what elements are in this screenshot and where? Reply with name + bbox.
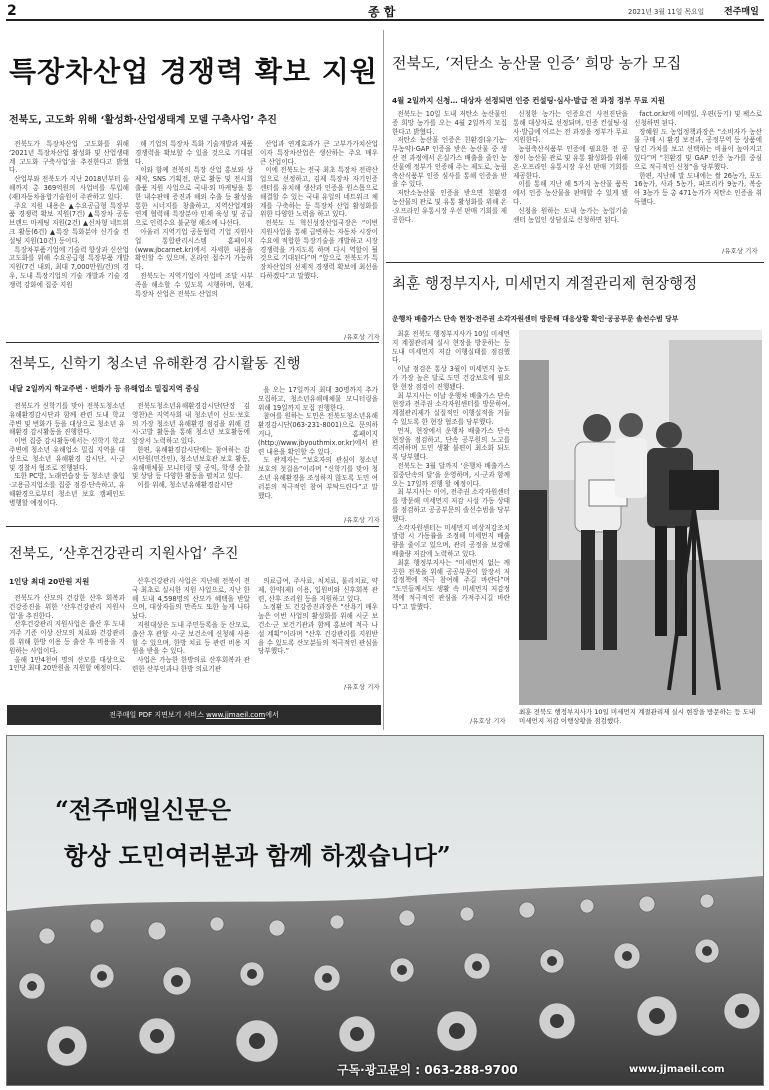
paragraph: 장혜원 도 농업정책과장은 “소비자가 농산물 구매 시 환경 보전과, 공정무역 등 상품에 담긴 가치를 보고 선택하는 비율이 높아지고 있다”며 “친환경 및 GAP 인증 농가를 중심으로 적극적인 신청”을 당부했다. xyxy=(634,127,762,171)
paragraph: 이날 점검은 통상 3월이 미세먼지 농도가 가장 높은 달로 도민 건강보호에 필요한 현장 점검이 진행됐다. xyxy=(392,365,510,391)
article4-column-1 xyxy=(9,402,125,522)
ad-contact: 구독·광고문의 : 063-288-9700 xyxy=(337,1063,518,1077)
paragraph: 저탄소농산물 인증을 받으면 친환경 농산물의 관로 및 유통 활성화를 위해 온·오프라인 유통시장 우선 판매 기회를 제공한다. xyxy=(392,189,507,224)
ad-url[interactable]: www.jjmaeil.com xyxy=(629,1064,725,1075)
paragraph: 전북도청소년유해환경감시단(단장 김영찬)은 지역사회 내 청소년이 신도·보호의 가장 청소년 유해환경 점검을 위해 감시·고발 활동을 통해 청소년 보호활동에 앞장서 노력하고 있다. xyxy=(132,402,250,446)
paragraph: 산후건강관리 지원사업은 출산 후 도내 거주 기준 이상 산모의 치료와 건강관리를 위해 한방 이용 등 출산 후 비용을 지원하는 사업이다. xyxy=(9,620,125,655)
article5-column-1 xyxy=(9,594,125,684)
paragraph: 을 오는 17일까지 최대 30명까지 추가 모집하고, 청소년유해매체물 모니터링을 위해 19일까지 모집 진행한다. xyxy=(258,386,378,412)
paragraph: 농림축산식품부 인증에 필요한 전 공정이 농산물 관로 및 유통 활성화를 위해 온·오프라인 유통시장 우선 판매 기회를 제공한다. xyxy=(513,145,628,180)
article1-subhead: 전북도, 고도화 위해 ‘활성화·산업생태계 모델 구축사업’ 추진 xyxy=(9,115,277,126)
paragraph: 이번 집중 감시활동에서는 신학기 학교주변에 청소년 유해업소 밀집 지역을 대상으로 청소년 유해환경 감시단, 시·군 및 경찰서 협조로 진행된다. xyxy=(9,437,125,472)
paragraph: 해 기업의 특장차 특화 기술개발과 제품경쟁력을 확보할 수 있을 것으로 기대된다. xyxy=(135,140,253,166)
paragraph: 최훈 전북도 행정부지사가 10일 미세먼지 계절관리제 실시 현장을 방문하는 등 도내 미세먼지 저감 이행실태를 점검했다. xyxy=(392,330,510,365)
paragraph: 전북도가 특장차산업 고도화를 위해 ‘2021년 특장차산업 활성화 및 산업생태계 고도화 구축사업’을 추진한다고 밝혔다. xyxy=(9,140,129,175)
article1-column-3 xyxy=(260,140,378,336)
article5-headline: 전북도, ‘산후건강관리 지원사업’ 추진 xyxy=(9,546,239,562)
article4-column-2 xyxy=(132,402,250,522)
paragraph: 전북도가 산모의 건강한 산후 회복과 건강증진을 위한 ‘산후건강관리 지원사업’을 추진한다. xyxy=(9,594,125,620)
paragraph: 참여를 원하는 도민은 전북도청소년유해환경감시단(063-231-8001)으로 문의하거나, 홈페이지(http://www.jbyouthmix.or.kr)에서 관련 내용을 확인할 수 있다. xyxy=(258,412,378,456)
paragraph: 먼저, 현장에서 운행차 배출가스 단속 현장을 점검하고, 단속 공무원의 노고를 격려하며 도민 생활 불편이 최소화 되도록 당부했다. xyxy=(392,426,510,462)
paragraph: 소각자원센터는 미세먼지 비상저감조치 발령 시 가동률을 조정해 미세먼지 배출량을 줄이고 있으며, 관리 공정을 보강해 배출량 저감에 노력하고 있다. xyxy=(392,523,510,558)
pdf-banner-text: 전주매일 PDF 지면보기 서비스 xyxy=(109,711,207,719)
paragraph: 신청을 원하는 도내 농가는 농업기술센터 농업인 상담실로 신청하면 된다. xyxy=(513,206,628,224)
paragraph: fact.or.kr에 이메일, 우편(등기) 및 팩스로 신청하면 된다. xyxy=(634,110,762,127)
pdf-banner xyxy=(7,705,381,725)
issue-date: 2021년 3월 11일 목요일 xyxy=(628,8,705,16)
section-label: 종 합 xyxy=(368,5,396,19)
article4-headline: 전북도, 신학기 청소년 유해환경 감시활동 진행 xyxy=(9,356,301,372)
paragraph: 이에 전북도는 전국 최초 특장차 전략산업으로 선정하고, 김제 특장차 자기인증센터를 유치해 생산과 인증을 원스톱으로 해결할 수 있는 국내 유일의 네트워크 체계를 구축하는 등 특장차 산업 활성화를 위한 다양한 노력을 하고 있다. xyxy=(260,166,378,219)
paragraph: 올해 1만4천여 명의 산모를 대상으로 1인당 최대 20만원을 지원할 예정이다. xyxy=(9,655,125,673)
paragraph: 주요 지원 내용은 ▲수요공급형 특장부품 경쟁력 확보 지원(7건) ▲특장차 공동브랜드 마케팅 지원(2건) ▲신차형 네트워크 활동(6건) ▲특장 특화분야 신기술 컨설팅 지원(10건) 등이다. xyxy=(9,201,129,245)
article1-column-1 xyxy=(9,140,129,340)
paragraph: 사업은 가능한 한방의료 산후회복과 관련한 산부인과나 한방 의료기관 xyxy=(132,656,250,673)
article2-subhead: 4월 2일까지 신청… 대상자 선정되면 인증 컨설팅·심사·발급 전 과정 정부 무료 지원 xyxy=(392,96,665,105)
paragraph: 산업부와 전북도가 지난 2018년부터 올해까지 총 369억원의 사업비를 투입해 (재)자동차융합기술원이 주관하고 있다. xyxy=(9,175,129,201)
paragraph: 또한 PC방, 노래연습장 등 청소년 출입·고용금지업소를 집중 점검·단속하고, 유해환경으로부터 청소년 보호 캠페인도 병행할 예정이다. xyxy=(9,472,125,507)
article5-column-3 xyxy=(258,577,378,681)
paragraph: 최 부지사는 이어, 전주권 소각자원센터를 방문해 미세먼지 저감 시설 가동 상태를 점검하고 공공부문의 솔선수범을 당부했다. xyxy=(392,488,510,523)
paragraph: 도 관계자는 “보호자의 관심이 청소년 보호의 첫걸음”이라며 “신학기를 맞아 청소년 유해환경을 조성하지 않도록 도민 여러분의 적극적인 참여 부탁드린다”고 말했다. xyxy=(258,456,378,500)
article1-byline: /유호상 기자 xyxy=(344,333,380,341)
article3-column xyxy=(392,330,510,712)
paragraph: 전북도가 신학기를 맞아 전북도청소년유해환경감시단과 함께 관련 도내 학교주변 및 번화가 등을 대상으로 청소년 유해환경 감시활동을 진행한다. xyxy=(9,402,125,437)
article2-column-1 xyxy=(392,110,507,258)
pdf-banner-suffix: 에서 xyxy=(265,711,279,719)
paragraph: 의료급여, 주사료, 처치료, 물리치료, 약제, 한약(제) 이용, 입원비와 신후회복 관련, 산후 조리원 등을 지원하고 있다. xyxy=(258,577,378,603)
paragraph: 신청한 농가는 인증요건 사전진단을 통해 대상자로 선정되며, 인증 컨설팅·심사·발급에 이르는 전 과정을 정부가 무료 지원한다. xyxy=(513,110,628,145)
paragraph: 지원대상은 도내 주민등록을 둔 산모로, 출산 후 관할 시·군 보건소에 신청해 사용할 수 있으며, 한방 치료 등 관련 비용 지원을 받을 수 있다. xyxy=(132,620,250,656)
article4-subhead: 내달 2일까지 학교주변 · 번화가 등 유해업소 밀집지역 중심 xyxy=(9,384,200,393)
paragraph: 전북도는 10일 도내 저탄소 농산물인증 희망 농가를 오는 4월 2일까지 모집한다고 밝혔다. xyxy=(392,110,507,136)
paragraph: 이를 위해, 청소년유해환경감시단 xyxy=(137,481,233,490)
paragraph: 이를 통해 지난 해 5가지 농산물 품목에서 인증 농산물을 판매할 수 있게 됐다. xyxy=(513,180,628,206)
article5-byline: /유호상 기자 xyxy=(344,683,380,691)
paragraph: 최 부지사는 이날 운행차 배출가스 단속 현장과 전주권 소각자원센터를 방문하여, 계절관리제가 실질적인 이행실적을 거둘 수 있도록 한 현장 협조를 당부했다. xyxy=(392,391,510,426)
article2-column-3 xyxy=(634,110,762,250)
ad-headline-line2: 항상 도민여러분과 함께 하겠습니다” xyxy=(64,841,451,870)
article4-byline: /유호상 기자 xyxy=(344,516,380,524)
paragraph: 산업과 연계효과가 큰 고부가가치산업이자 특장차산업은 생산하는 주요 매우 큰 산업이다. xyxy=(260,140,378,166)
photo-caption: 최훈 전북도 행정부지사가 10일 미세먼지 계절관리제 실시 현장을 방문하는 등 도내 미세먼지 저감 이행상황을 점검했다. xyxy=(519,708,756,725)
article2-column-2 xyxy=(513,110,628,258)
paragraph: 최훈 행정부지사는 “미세먼지 없는 깨끗한 전북을 위해 공공부문이 앞장서 저감정책에 적극 참여해 주길 바란다”며 “도민들께서도 생활 속 미세먼지 저감정책에 적극적인 관심을 가져주시길 바란다”고 말했다. xyxy=(392,558,510,611)
article2-byline: /유호상 기자 xyxy=(722,247,758,255)
paper-name: 전주매일 xyxy=(724,7,759,17)
paragraph: 전북도는 지역기업이 사업비 조달 시부족을 해소할 수 있도록 시행하며, 현재, 특장차 산업은 전북도 산업의 xyxy=(135,271,253,298)
paragraph: 아울러 지역기업 공동협력 기업 지원사업 통합관리시스템 홈페이지(www.jbcarnet.kr)에서 자세한 내용을 확인할 수 있으며, 온라인 접수가 가능하다. xyxy=(135,227,253,272)
paragraph: 전북도 도 혁신성장산업국장은 “이번 지원사업을 통해 급변하는 자동차 시장이 수요에 적합한 특장기술을 개발하고 시장경쟁력을 가지도록 하며 다시 역할이 될 것으로 기대된다”며 “앞으로 전북도가 특장차산업의 선제적 경쟁력 확보에 최선을 다하겠다”고 말했다. xyxy=(260,219,378,280)
article3-byline: /유호상 기자 xyxy=(470,717,506,725)
paragraph: 한편, 유해환경감시단에는 참여하는 감시단원(민간인), 청소년보호관 보호 활동, 유해매체물 모니터링 및 공익, 학생 순찰 및 상담 등 다양한 활동을 펼치고 있다. xyxy=(132,445,250,481)
article5-column-2 xyxy=(132,577,250,689)
article3-headline: 최훈 행정부지사, 미세먼지 계절관리제 현장행정 xyxy=(392,275,698,292)
paragraph: 전북도는 3월 달까지 ‘운행차 배출가스 집중단속의 달’을 운영하며, 시·군과 함께 오는 17일까 진행 할 예정이다. xyxy=(392,461,510,488)
pdf-banner-link[interactable]: www.jjmaeil.com xyxy=(206,711,266,719)
article5-subhead: 1인당 최대 20만원 지원 xyxy=(9,577,90,586)
article1-headline: 특장차산업 경쟁력 확보 지원 xyxy=(9,55,378,88)
press-photo xyxy=(519,330,762,705)
article2-headline: 전북도, ‘저탄소 농산물 인증’ 희망 농가 모집 xyxy=(392,54,682,72)
advertisement xyxy=(6,735,764,1086)
article1-column-2 xyxy=(135,140,253,340)
page-number: 2 xyxy=(7,3,17,19)
ad-headline-line1: “전주매일신문은 xyxy=(55,795,232,824)
article4-column-3 xyxy=(258,386,378,522)
paragraph: 산후건강관리 사업은 지난해 전북이 전국 최초로 실시한 지원 사업으로, 지난 한 해 도내 4,598명의 산모가 혜택을 받았으며, 대상자들의 만족도 또한 높게 나타났다. xyxy=(132,577,250,621)
paragraph: 저탄소 농산물 인증은 친환경(유기농·무농약)·GAP 인증을 받은 농산물 중 생산 전 과정에서 온실가스 배출을 줄인 농산물에 정부가 인증해 주는 제도로, 농림축산식품부 인증 심사를 통해 인증을 받을 수 있다. xyxy=(392,136,507,189)
paragraph: 노정환 도 건강증진과장은 “산욕기 매우 높은 이번 사업의 활성화를 위해 시군 보건소·군 보건기관과 함께 홍보에 적극 나설 계획”이라며 “산후 건강관리를 지원받을 수 있도록 산모분들의 적극적인 관심을 당부했다.” xyxy=(258,603,378,656)
paragraph: 특장차부품기업에 기술력 향상과 신산업 고도화를 위해 수요공급형 특장부품 개발지원(7건 내외, 최대 7,000만원/건)의 경우, 도내 특장기업의 기술 개발과 기술 경쟁력 강화에 집중 지원 xyxy=(9,245,129,289)
article3-subhead: 운행차 배출가스 단속 현장·전주권 소각자원센터 방문해 대응상황 확인·공공부문 솔선수범 당부 xyxy=(392,315,679,323)
paragraph: 한편, 지난해 말 도내에는 쌀 26농가, 포도 16농가, 사과 5농가, 파프리카 9농가, 복숭아 3농가 등 총 471농가가 저탄소 인증을 취득했다. xyxy=(634,171,762,206)
paragraph: 이와 함께 전북의 특장 산업 홍보와 상 제작, SNS 기획전, 판로 활동 및 전시회 출품 지원 사업으로 국내·외 마케팅을 통한 내수판매 증진과 해외 수출 등 활성을 통한 시너지를 창출하고, 지역산업계와 연계 협력해 특장분야 인재 육성 및 공급으로 인력수요 불균형 해소에 나선다. xyxy=(135,166,253,228)
